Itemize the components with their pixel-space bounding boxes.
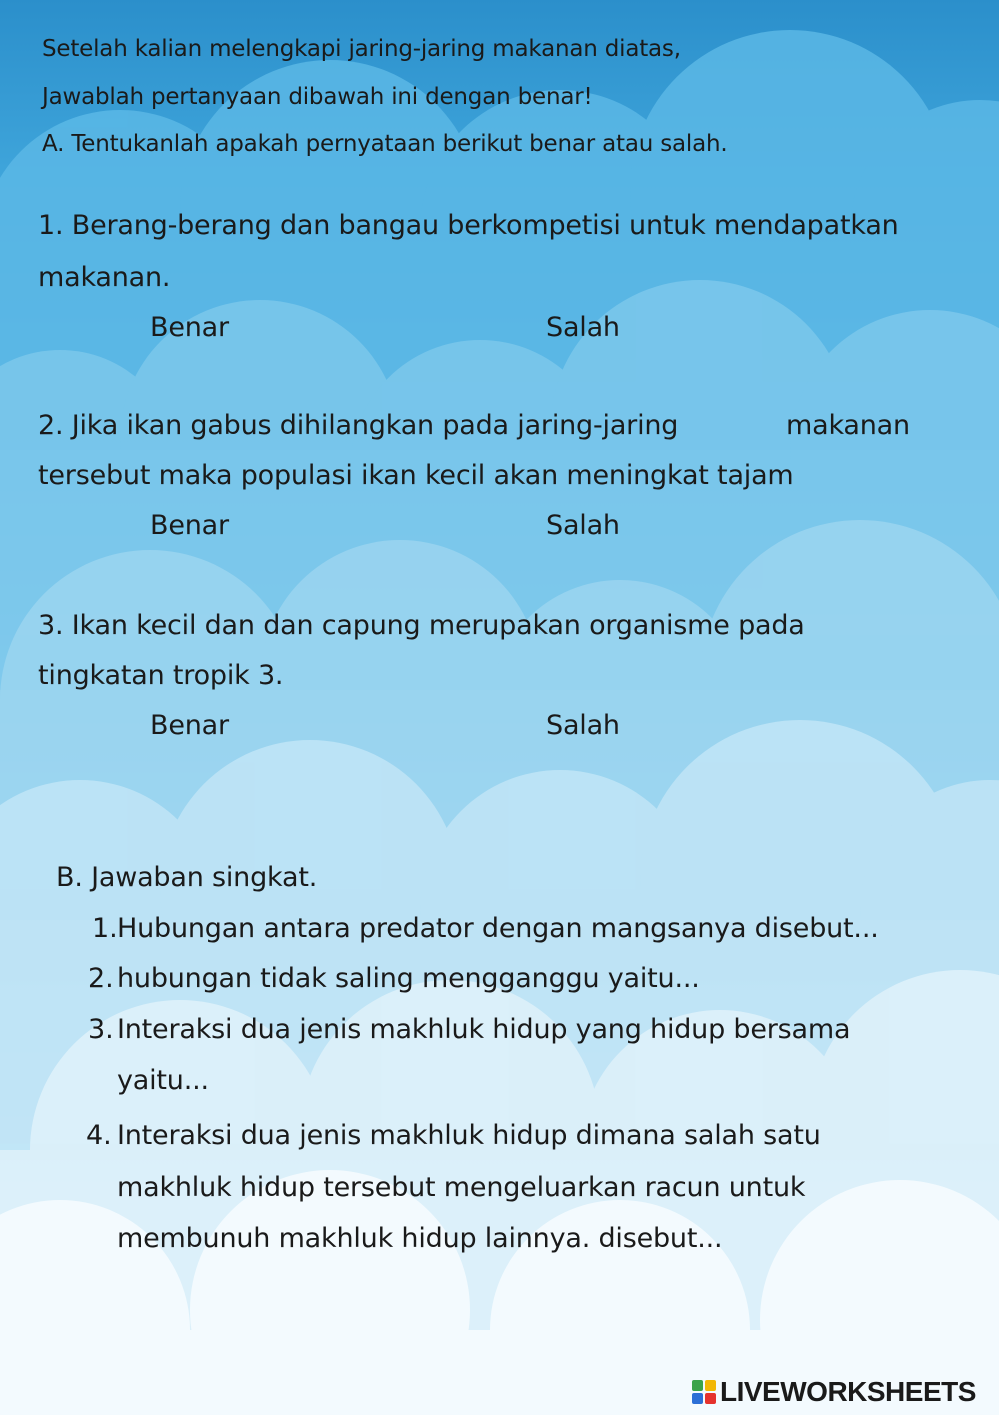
logo-square-red xyxy=(705,1393,716,1404)
section-b-item-4-number: 4. xyxy=(86,1120,112,1151)
section-a-title: A. Tentukanlah apakah pernyataan berikut benar atau salah. xyxy=(42,131,728,157)
section-b-item-4-text-2: makhluk hidup tersebut mengeluarkan racun untuk xyxy=(117,1172,806,1203)
section-b-item-2-text: hubungan tidak saling mengganggu yaitu... xyxy=(117,963,700,994)
question-1-line-1: 1. Berang-berang dan bangau berkompetisi untuk mendapatkan xyxy=(38,210,899,241)
question-3-option-salah[interactable]: Salah xyxy=(546,710,620,741)
question-2-line-1a: 2. Jika ikan gabus dihilangkan pada jaring-jaring xyxy=(38,410,679,441)
question-2-option-salah[interactable]: Salah xyxy=(546,510,620,541)
question-3-line-1: 3. Ikan kecil dan dan capung merupakan organisme pada xyxy=(38,610,805,641)
question-3-option-benar[interactable]: Benar xyxy=(150,710,229,741)
intro-line-1: Setelah kalian melengkapi jaring-jaring makanan diatas, xyxy=(42,36,681,62)
liveworksheets-logo[interactable] xyxy=(692,1375,976,1409)
section-b-item-3-text-2: yaitu... xyxy=(117,1065,209,1096)
section-b-item-4-text-1: Interaksi dua jenis makhluk hidup dimana salah satu xyxy=(117,1120,821,1151)
logo-square-green xyxy=(692,1380,703,1391)
logo-square-yellow xyxy=(705,1380,716,1391)
question-1-option-salah[interactable]: Salah xyxy=(546,312,620,343)
section-b-item-1-text: Hubungan antara predator dengan mangsanya disebut... xyxy=(117,913,879,944)
section-b-title: B. Jawaban singkat. xyxy=(56,862,318,893)
question-3-line-2: tingkatan tropik 3. xyxy=(38,660,284,691)
liveworksheets-logo-text: LIVEWORKSHEETS xyxy=(720,1376,976,1407)
section-b-item-3-text-1: Interaksi dua jenis makhluk hidup yang hidup bersama xyxy=(117,1014,851,1045)
section-b-item-1-number: 1. xyxy=(92,913,118,944)
section-b-item-4-text-3: membunuh makhluk hidup lainnya. disebut... xyxy=(117,1223,723,1254)
logo-square-blue xyxy=(692,1393,703,1404)
intro-line-2: Jawablah pertanyaan dibawah ini dengan benar! xyxy=(42,84,593,110)
section-b-item-2-number: 2. xyxy=(88,963,114,994)
question-2-line-1b: makanan xyxy=(786,410,910,441)
question-1-line-2: makanan. xyxy=(38,262,171,293)
section-b-item-3-number: 3. xyxy=(88,1014,114,1045)
question-1-option-benar[interactable]: Benar xyxy=(150,312,229,343)
question-2-line-2: tersebut maka populasi ikan kecil akan meningkat tajam xyxy=(38,460,794,491)
liveworksheets-logo-icon xyxy=(692,1380,716,1404)
question-2-option-benar[interactable]: Benar xyxy=(150,510,229,541)
